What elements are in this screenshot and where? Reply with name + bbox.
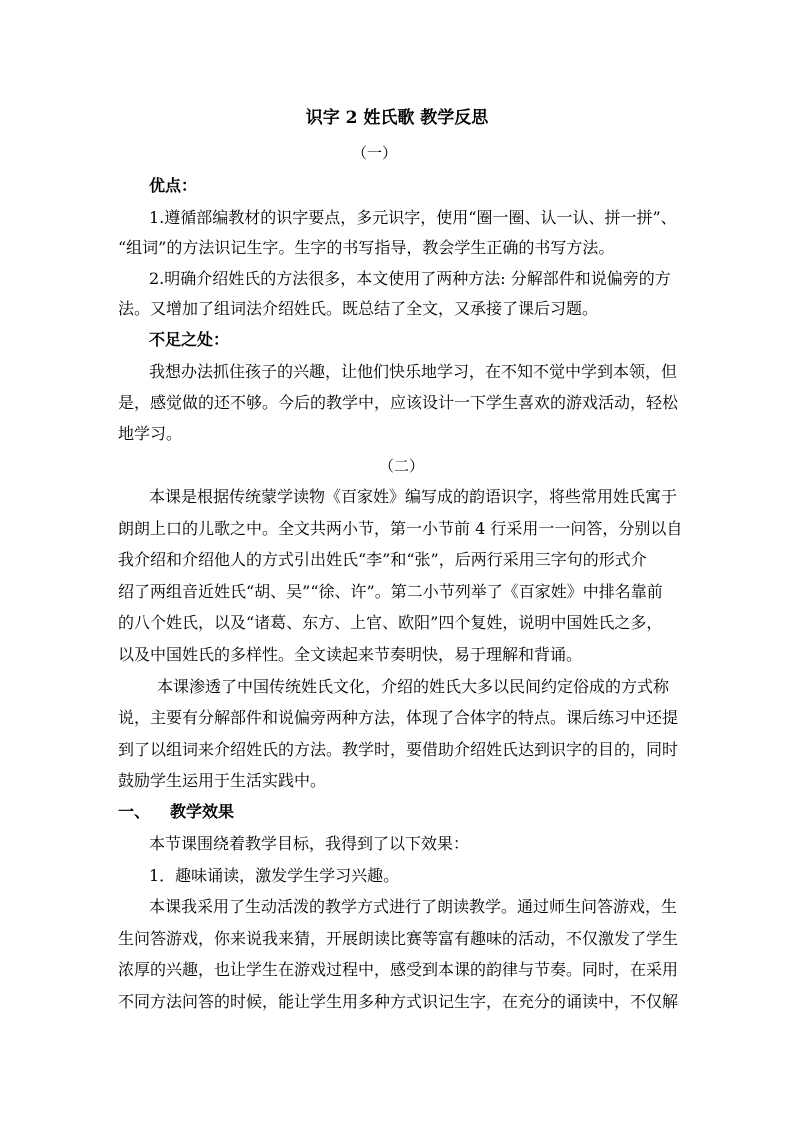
paragraph-line: 生问答游戏，你来说我来猜，开展朗读比赛等富有趣味的活动，不仅激发了学生 — [118, 929, 679, 948]
paragraph-line: 说，主要有分解部件和说偏旁两种方法，体现了合体字的特点。课后练习中还提 — [118, 708, 679, 727]
list-item: 1．趣味诵读，激发学生学习兴趣。 — [149, 866, 400, 885]
section-marker-1: （一） — [352, 144, 398, 162]
paragraph-line: 2.明确介绍姓氏的方法很多，本文使用了两种方法: 分解部件和说偏旁的方 — [149, 269, 671, 288]
paragraph-line: 朗朗上口的儿歌之中。全文共两小节，第一小节前 4 行采用一一问答，分别以自 — [118, 519, 683, 538]
document-title: 识字 2 姓氏歌 教学反思 — [305, 108, 489, 128]
effect-heading: 教学效果 — [170, 802, 235, 821]
paragraph-line: 绍了两组音近姓氏“胡、吴”“徐、许”。第二小节列举了《百家姓》中排名靠前 — [118, 582, 663, 601]
shortcomings-heading: 不足之处： — [149, 330, 230, 349]
section-number: 一、 — [118, 802, 151, 821]
paragraph-line: 到了以组词来介绍姓氏的方法。教学时，要借助介绍姓氏达到识字的目的，同时 — [118, 740, 679, 759]
paragraph-line: 本课渗透了中国传统姓氏文化，介绍的姓氏大多以民间约定俗成的方式称 — [157, 677, 670, 696]
paragraph-line: 本课是根据传统蒙学读物《百家姓》编写成的韵语识字，将些常用姓氏寓于 — [149, 487, 678, 506]
paragraph-line: 鼓励学生运用于生活实践中。 — [118, 771, 327, 790]
paragraph-line: 不同方法问答的时候，能让学生用多种方式识记生字，在充分的诵读中，不仅解 — [118, 992, 679, 1011]
section-marker-2: （二） — [379, 457, 425, 475]
strengths-heading: 优点： — [149, 176, 198, 195]
paragraph-line: 浓厚的兴趣，也让学生在游戏过程中，感受到本课的韵律与节奏。同时，在采用 — [118, 960, 679, 979]
paragraph-line: 地学习。 — [118, 424, 183, 443]
paragraph-line: 是，感觉做的还不够。今后的教学中，应该设计一下学生喜欢的游戏活动，轻松 — [118, 393, 679, 412]
paragraph-line: 的八个姓氏，以及“诸葛、东方、上官、欧阳”四个复姓，说明中国姓氏之多， — [118, 613, 663, 632]
paragraph-line: 1.遵循部编教材的识字要点，多元识字，使用“圈一圈、认一认、拼一拼”、 — [149, 208, 677, 227]
paragraph-line: 我介绍和介绍他人的方式引出姓氏“李”和“张”，后两行采用三字句的形式介 — [118, 550, 647, 569]
paragraph-line: 本节课围绕着教学目标，我得到了以下效果： — [149, 834, 470, 853]
paragraph-line: 以及中国姓氏的多样性。全文读起来节奏明快，易于理解和背诵。 — [118, 645, 583, 664]
paragraph-line: “组词”的方法识记生字。生字的书写指导，教会学生正确的书写方法。 — [118, 238, 615, 257]
paragraph-line: 法。又增加了组词法介绍姓氏。既总结了全文，又承接了课后习题。 — [118, 299, 599, 318]
paragraph-line: 本课我采用了生动活泼的教学方式进行了朗读教学。通过师生问答游戏，生 — [149, 897, 678, 916]
paragraph-line: 我想办法抓住孩子的兴趣，让他们快乐地学习，在不知不觉中学到本领，但 — [149, 362, 678, 381]
